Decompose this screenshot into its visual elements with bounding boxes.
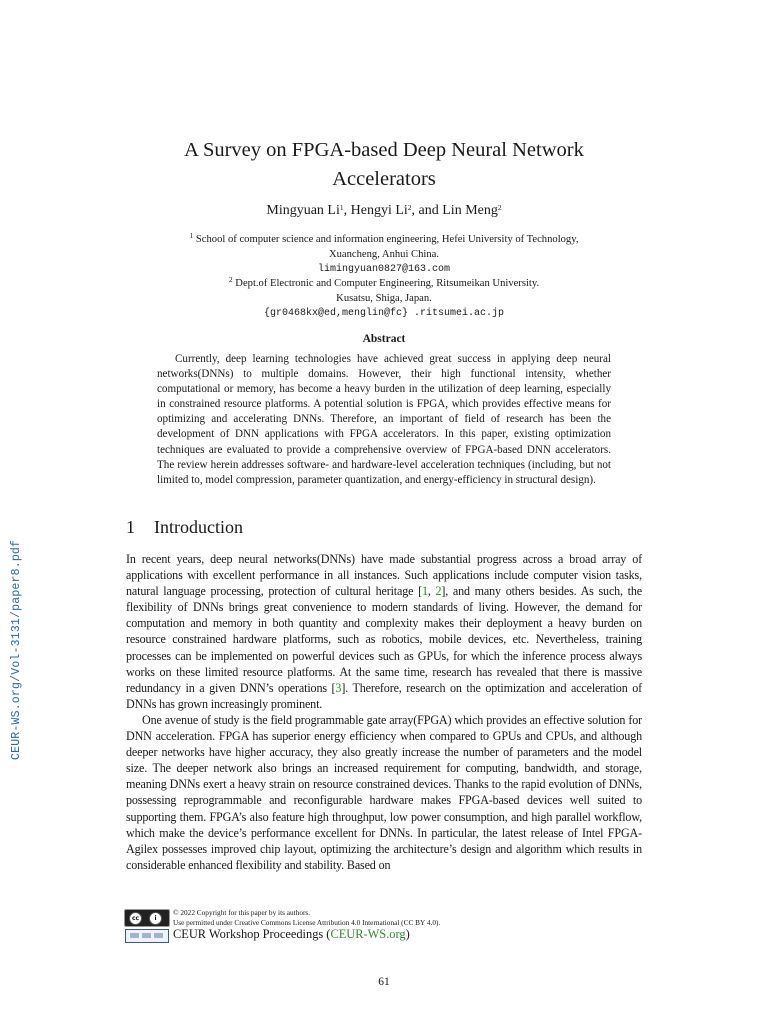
abstract-text: Currently, deep learning technologies have achieved great success in applying deep neural networks(DNNs) to multiple domains. However, their high functional intensity, whether computational or memory, has become a heavy burden in the utilization of deep learning, especially in constrained resource platforms. A potential solution is FPGA, which provides effective means for optimizing and accelerating DNNs. Therefore, an important of field of research has been the development of DNN applications with FPGA accelerators. In this paper, existing optimization techniques are evaluated to provide a comprehensive overview of FPGA-based DNN accelerators. The review herein addresses software- and hardware-level acceleration techniques (including, but not limited to, model compression, parameter quantization, and energy-efficiency in structural design).: [157, 353, 611, 486]
ceur-close-paren: ): [405, 927, 410, 941]
cc-icon: cc: [129, 912, 142, 925]
intro-text: In recent years, deep neural networks(DNNs) have made substantial progress across a broad array of applications with excellent performance in all instances. Such applications include computer vision tasks, natural language processing, protection of cultural heritage [: [126, 552, 642, 599]
ceur-label: CEUR Workshop Proceedings (: [173, 927, 331, 941]
paper-title: [120, 136, 648, 194]
abstract-heading: Abstract: [362, 333, 406, 345]
section-title: Introduction: [154, 517, 243, 537]
intro-paragraph-1: [126, 551, 642, 712]
side-url-text[interactable]: CEUR-WS.org/Vol-3131/paper8.pdf: [10, 539, 23, 760]
author-3: Lin Meng: [442, 203, 498, 218]
license-block: [124, 908, 544, 944]
author-separator: ,: [343, 203, 351, 218]
section-heading: [126, 517, 243, 538]
citation-link[interactable]: 1: [421, 584, 428, 599]
affiliation-1-email[interactable]: limingyuan0827@163.com: [317, 263, 451, 275]
affiliations: [140, 233, 628, 322]
abstract-body: [157, 352, 611, 488]
affiliation-2-line-2: Kusatsu, Shiga, Japan.: [336, 293, 432, 305]
cc-by-badge-icon[interactable]: [124, 909, 170, 927]
author-3-mark: 2: [497, 203, 502, 212]
side-url-stamp[interactable]: [10, 539, 24, 760]
intro-paragraph-2: One avenue of study is the field programmable gate array(FPGA) which provides an effective solution for DNN acceleration. FPGA has superior energy efficiency when compared to GPUs and CPUs, and although deeper networks have higher accuracy, they also greatly increase the number of parameters and the model size. The deeper network also brings an increased requirement for computing, bandwidth, and storage, meaning DNNs exert a heavy strain on resource constrained devices. Thanks to the rapid evolution of DNNs, possessing reprogrammable and reconfigurable hardware makes FPGA-based devices well suited to supporting them. FPGA’s also feature high throughput, low power consumption, and high parallel workflow, which make the device’s performance excellent for DNNs. In particular, the latest release of Intel FPGA-Agilex possesses improved chip layout, optimizing the architecture’s design and algorithm which results in considerable enhanced flexibility and stability. Based on: [126, 712, 642, 872]
affiliation-1-line-1: [140, 233, 628, 248]
introduction-body: [126, 551, 642, 873]
author-2-mark: 2: [407, 203, 412, 212]
affiliation-1-mark: 1: [189, 231, 194, 240]
affiliation-2-email[interactable]: {gr0468kx@ed,menglin@fc} .ritsumei.ac.jp: [263, 307, 505, 319]
copyright-line: © 2022 Copyright for this paper by its authors.: [173, 908, 311, 917]
intro-text: ], and many others besides. As such, the flexibility of DNNs brings great convenience to modern standards of living. However, the demand for computation and memory in both quantity and complexity makes their deployment a heavy burden on resource constrained hardware platforms, such as robotics, mobile devices, etc. Nevertheless, training processes can be implemented on powerful devices such as GPUs, for which the inference process always works on these limited resource platforms. At the same time, research has revealed that there is massive redundancy in a given DNN’s operations [: [126, 584, 643, 695]
title-line-2: Accelerators: [332, 168, 436, 190]
citation-link[interactable]: 3: [335, 680, 342, 695]
page-number: 61: [378, 976, 390, 988]
affiliation-1-text: School of computer science and information engineering, Hefei University of Technology,: [195, 234, 579, 245]
author-1: Mingyuan Li: [266, 203, 340, 218]
citation-separator: ,: [427, 584, 436, 599]
citation-link[interactable]: 2: [435, 584, 442, 599]
ceur-logo-icon: [125, 929, 169, 943]
affiliation-2-text: Dept.of Electronic and Computer Engineering, Ritsumeikan University.: [235, 278, 540, 290]
ceur-proceedings: [173, 927, 410, 942]
author-separator: , and: [411, 203, 443, 218]
affiliation-2-line-1: [140, 277, 628, 292]
affiliation-2-mark: 2: [228, 275, 233, 285]
author-1-mark: 1: [339, 203, 344, 212]
title-line-1: A Survey on FPGA-based Deep Neural Network: [184, 139, 584, 161]
author-2: Hengyi Li: [350, 203, 408, 218]
ceur-ws-link[interactable]: CEUR-WS.org: [330, 927, 406, 941]
section-number: 1: [126, 517, 135, 537]
license-line: Use permitted under Creative Commons License Attribution 4.0 International (CC BY 4.0).: [173, 918, 441, 927]
affiliation-1-line-2: Xuancheng, Anhui China.: [328, 248, 440, 260]
author-list: [120, 203, 648, 219]
attribution-icon: i: [149, 912, 162, 925]
intro-text: ]. Therefore, research on the optimization and acceleration of DNNs has grown increasingly prominent.: [126, 680, 642, 711]
